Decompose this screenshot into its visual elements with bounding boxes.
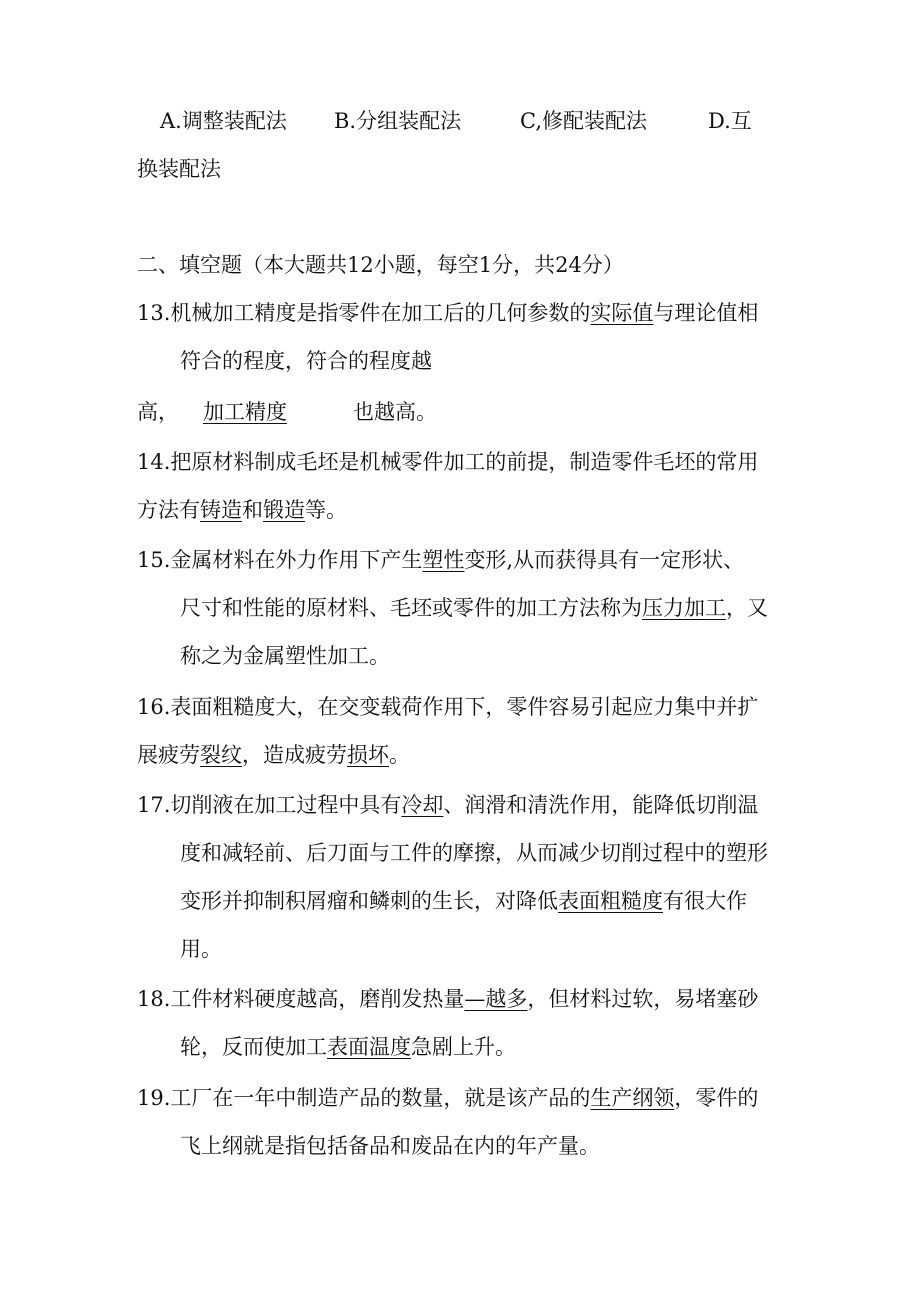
answer-blank: 冷却 — [401, 793, 444, 817]
question-17-line-4: 用。 — [180, 937, 222, 961]
question-17-line-1: 17.切削液在加工过程中具有冷却、润滑和清洗作用，能降低切削温 — [137, 793, 759, 817]
question-14-line-2: 方法有铸造和锻造等。 — [137, 498, 347, 522]
option-b: B.分组装配法 — [334, 109, 462, 133]
answer-blank: 加工精度 — [203, 400, 287, 424]
question-14-line-1: 14.把原材料制成毛坯是机械零件加工的前提，制造零件毛坯的常用 — [137, 450, 759, 474]
question-number: 14 — [137, 450, 164, 474]
question-13-line-2: 符合的程度，符合的程度越 — [180, 349, 432, 373]
question-number: 19 — [137, 1086, 164, 1110]
question-15-line-3: 称之为金属塑性加工。 — [180, 644, 390, 668]
answer-blank: 表面粗糙度 — [558, 889, 663, 913]
answer-blank: 实际值 — [590, 301, 654, 325]
answer-blank: 铸造 — [200, 498, 242, 522]
question-19-line-2: 飞上纲就是指包括备品和废品在内的年产量。 — [180, 1134, 600, 1158]
question-number: 15 — [137, 548, 164, 572]
question-13-line-3: 高， 加工精度 也越高。 — [137, 400, 437, 424]
answer-blank: 裂纹 — [200, 743, 242, 767]
question-18-line-2: 轮，反而使加工表面温度急剧上升。 — [180, 1035, 516, 1059]
question-19-line-1: 19.工厂在一年中制造产品的数量，就是该产品的生产纲领，零件的 — [137, 1086, 759, 1110]
question-17-line-2: 度和减轻前、后刀面与工件的摩擦，从而减少切削过程中的塑形 — [180, 841, 768, 865]
question-17-line-3: 变形并抑制积屑瘤和鳞刺的生长，对降低表面粗糙度有很大作 — [180, 889, 747, 913]
answer-blank: 锻造 — [263, 498, 305, 522]
question-15-line-1: 15.金属材料在外力作用下产生塑性变形,从而获得具有一定形状、 — [137, 548, 745, 572]
answer-blank: 表面温度 — [327, 1035, 411, 1059]
question-18-line-1: 18.工件材料硬度越高，磨削发热量—越多，但材料过软，易堵塞砂 — [137, 987, 759, 1011]
option-d-continuation: 换装配法 — [137, 157, 221, 181]
option-c: C,修配装配法 — [520, 109, 647, 133]
answer-blank: —越多 — [464, 987, 528, 1011]
option-d: D.互 — [708, 109, 752, 133]
question-number: 16 — [137, 695, 164, 719]
question-16-line-2: 展疲劳裂纹，造成疲劳损坏。 — [137, 743, 410, 767]
question-number: 17 — [137, 793, 164, 817]
section-heading: 二、填空题（本大题共12小题，每空1分，共24分） — [137, 253, 624, 277]
answer-blank: 损坏 — [347, 743, 389, 767]
question-number: 18 — [137, 987, 164, 1011]
answer-blank: 压力加工 — [642, 596, 726, 620]
option-a: A.调整装配法 — [160, 109, 287, 133]
question-15-line-2: 尺寸和性能的原材料、毛坯或零件的加工方法称为压力加工，又 — [180, 596, 768, 620]
answer-blank: 塑性 — [422, 548, 465, 572]
question-16-line-1: 16.表面粗糙度大，在交变载荷作用下，零件容易引起应力集中并扩 — [137, 695, 759, 719]
question-13-line-1: 13.机械加工精度是指零件在加工后的几何参数的实际值与理论值相 — [137, 301, 759, 325]
question-number: 13 — [137, 301, 164, 325]
answer-blank: 生产纲领 — [590, 1086, 675, 1110]
